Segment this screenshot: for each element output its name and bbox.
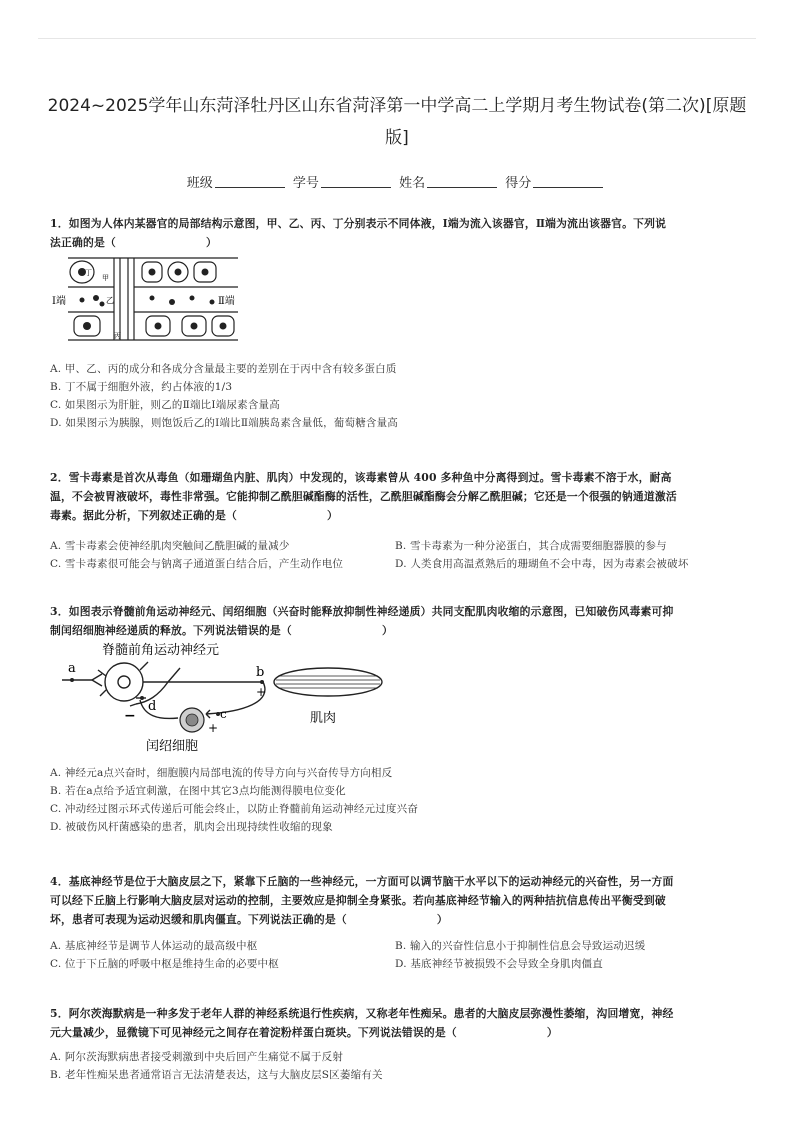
q1-options	[50, 360, 750, 432]
q1-nucleus	[202, 269, 209, 276]
name-label: 姓名	[399, 176, 426, 191]
class-label: 班级	[186, 176, 213, 191]
q5-options	[50, 1048, 750, 1084]
title-line-2: 版]	[385, 128, 409, 148]
q1-ding-label: 丁	[85, 269, 92, 277]
page-top-rule	[38, 38, 756, 39]
q3-plus-c: +	[208, 721, 219, 735]
q4-stem-line-2: 可以经下丘脑上行影响大脑皮层对运动的控制，主要效应是抑制全身紧张。若向基底神经节输入的两种拮抗信息传出平衡受到破	[50, 894, 666, 907]
exam-title	[30, 90, 764, 154]
q3-options	[50, 764, 750, 836]
q3-neuron-diagram	[58, 640, 388, 754]
question-2	[50, 468, 750, 573]
q3-point-b-dot	[260, 680, 264, 684]
q5-option-a[interactable]: A. 阿尔茨海默病患者接受刺激到中央后回产生痛觉不属于反射	[50, 1051, 344, 1063]
q3-renshaw-label: 闰绍细胞	[146, 739, 199, 754]
q1-nucleus	[191, 323, 198, 330]
q3-point-d-dot	[140, 696, 144, 700]
q1-blood-cell	[150, 296, 155, 301]
q1-jia-label: 甲	[102, 274, 109, 282]
q3-renshaw-axon	[140, 700, 178, 718]
q1-blood-cell	[169, 299, 175, 305]
q3-renshaw-nucleus	[186, 714, 198, 726]
q1-stem-line-1: 1．如图为人体内某器官的局部结构示意图，甲、乙、丙、丁分别表示不同体液，Ⅰ端为流入该器官，Ⅱ端为流出该器官。下列说	[50, 217, 667, 230]
class-blank[interactable]	[215, 175, 285, 188]
q1-blood-cell	[93, 295, 99, 301]
q1-stem-line-2: 法正确的是（ ）	[50, 236, 217, 249]
q1-nucleus	[175, 269, 182, 276]
q2-option-b[interactable]: B. 雪卡毒素为一种分泌蛋白，其合成需要细胞器膜的参与	[395, 540, 667, 552]
q2-stem-line-1: 2．雪卡毒素是首次从毒鱼（如珊瑚鱼内脏、肌肉）中发现的，该毒素曾从 400 多种鱼中分离得到过。雪卡毒素不溶于水，耐高	[50, 471, 672, 484]
q3-soma	[105, 663, 143, 701]
question-3	[50, 602, 750, 640]
q1-blood-cell	[210, 300, 215, 305]
q1-option-d[interactable]: D. 如果图示为胰腺，则饱饭后乙的Ⅰ端比Ⅱ端胰岛素含量低，葡萄糖含量高	[50, 417, 399, 429]
q1-option-a[interactable]: A. 甲、乙、丙的成分和各成分含量最主要的差别在于丙中含有较多蛋白质	[50, 363, 397, 375]
q3-branch	[168, 668, 180, 682]
q3-plus-b: +	[256, 685, 267, 699]
q3-minus: −	[124, 708, 136, 724]
q3-point-c: c	[220, 707, 227, 721]
q5-stem	[50, 1004, 750, 1042]
q3-synapse	[92, 674, 102, 686]
q1-nucleus	[220, 323, 227, 330]
q3-option-b[interactable]: B. 若在a点给予适宜刺激，在图中其它3点均能测得膜电位变化	[50, 785, 346, 797]
number-label: 学号	[292, 176, 319, 191]
q3-stem-line-1: 3．如图表示脊髓前角运动神经元、闰绍细胞（兴奋时能释放抑制性神经递质）共同支配肌肉收缩的示意图，已知破伤风毒素可抑	[50, 605, 674, 618]
q1-yi-label: 乙	[106, 296, 114, 305]
q5-stem-line-2: 元大量减少，显微镜下可见神经元之间存在着淀粉样蛋白斑块。下列说法错误的是（ ）	[50, 1026, 558, 1039]
q5-option-b[interactable]: B. 老年性痴呆患者通常语言无法清楚表达，这与大脑皮层S区萎缩有关	[50, 1069, 383, 1081]
q4-options	[50, 937, 750, 973]
name-blank[interactable]	[427, 175, 497, 188]
q4-stem	[50, 872, 750, 929]
q3-muscle	[274, 668, 382, 696]
q2-option-c[interactable]: C. 雪卡毒素很可能会与钠离子通道蛋白结合后，产生动作电位	[50, 558, 344, 570]
student-info-line	[0, 172, 794, 191]
q3-neuron-label: 脊髓前角运动神经元	[102, 643, 220, 658]
q3-point-b: b	[256, 665, 265, 680]
q4-option-d[interactable]: D. 基底神经节被损毁不会导致全身肌肉僵直	[395, 958, 603, 970]
q3-nucleus	[118, 676, 130, 688]
question-5	[50, 1004, 750, 1084]
q3-collateral-end	[130, 704, 136, 706]
q4-option-a[interactable]: A. 基底神经节是调节人体运动的最高级中枢	[50, 940, 258, 952]
q2-stem-line-3: 毒素。据此分析，下列叙述正确的是（ ）	[50, 509, 338, 522]
title-line-1: 2024~2025学年山东菏泽牡丹区山东省菏泽第一中学高二上学期月考生物试卷(第二次)[原题	[47, 96, 747, 116]
q1-nucleus	[83, 322, 91, 330]
q4-stem-line-1: 4．基底神经节是位于大脑皮层之下，紧靠下丘脑的一些神经元，一方面可以调节脑干水平以下的运动神经元的兴奋性，另一方面	[50, 875, 674, 888]
q2-option-d[interactable]: D. 人类食用高温煮熟后的珊瑚鱼不会中毒，因为毒素会被破坏	[395, 558, 689, 570]
q3-option-d[interactable]: D. 被破伤风杆菌感染的患者，肌肉会出现持续性收缩的现象	[50, 821, 333, 833]
q1-nucleus	[149, 269, 156, 276]
q1-end-II-label: Ⅱ端	[218, 296, 235, 307]
q4-option-b[interactable]: B. 输入的兴奋性信息小于抑制性信息会导致运动迟缓	[395, 940, 646, 952]
q3-muscle-label: 肌肉	[310, 711, 337, 726]
q4-stem-line-3: 坏，患者可表现为运动迟缓和肌肉僵直。下列说法正确的是（ ）	[50, 913, 448, 926]
q1-blood-cell	[80, 298, 85, 303]
q3-point-a: a	[68, 661, 76, 676]
q3-point-d: d	[148, 699, 157, 714]
q3-option-c[interactable]: C. 冲动经过图示环式传递后可能会终止，以防止脊髓前角运动神经元过度兴奋	[50, 803, 419, 815]
q1-bing-label: 丙	[114, 332, 121, 340]
q3-stem	[50, 602, 750, 640]
q1-blood-cell	[190, 296, 195, 301]
q1-stem	[50, 214, 750, 252]
q1-option-c[interactable]: C. 如果图示为肝脏，则乙的Ⅱ端比Ⅰ端尿素含量高	[50, 399, 280, 411]
q2-option-a[interactable]: A. 雪卡毒素会使神经肌肉突触间乙酰胆碱的量减少	[50, 540, 290, 552]
q4-option-c[interactable]: C. 位于下丘脑的呼吸中枢是维持生命的必要中枢	[50, 958, 279, 970]
q3-option-a[interactable]: A. 神经元a点兴奋时，细胞膜内局部电流的传导方向与兴奋传导方向相反	[50, 767, 393, 779]
question-1	[50, 214, 750, 252]
question-4	[50, 872, 750, 973]
q3-point-a-dot	[70, 678, 74, 682]
q2-stem-line-2: 温，不会被胃液破坏，毒性非常强。它能抑制乙酰胆碱酯酶的活性，乙酰胆碱酯酶会分解乙酰胆碱；它还是一个很强的钠通道激活	[50, 490, 677, 503]
q1-nucleus	[155, 323, 162, 330]
number-blank[interactable]	[321, 175, 391, 188]
q3-stem-line-2: 制闰绍细胞神经递质的释放。下列说法错误的是（ ）	[50, 624, 393, 637]
score-blank[interactable]	[533, 175, 603, 188]
score-label: 得分	[505, 176, 532, 191]
q2-options	[50, 537, 750, 573]
q1-blood-cell	[100, 302, 105, 307]
q1-end-I-label: Ⅰ端	[52, 296, 66, 307]
q1-organ-diagram	[52, 254, 248, 344]
q5-stem-line-1: 5．阿尔茨海默病是一种多发于老年人群的神经系统退行性疾病，又称老年性痴呆。患者的大脑皮层弥漫性萎缩，沟回增宽，神经	[50, 1007, 674, 1020]
q2-stem	[50, 468, 750, 525]
q1-option-b[interactable]: B. 丁不属于细胞外液，约占体液的1/3	[50, 381, 233, 393]
